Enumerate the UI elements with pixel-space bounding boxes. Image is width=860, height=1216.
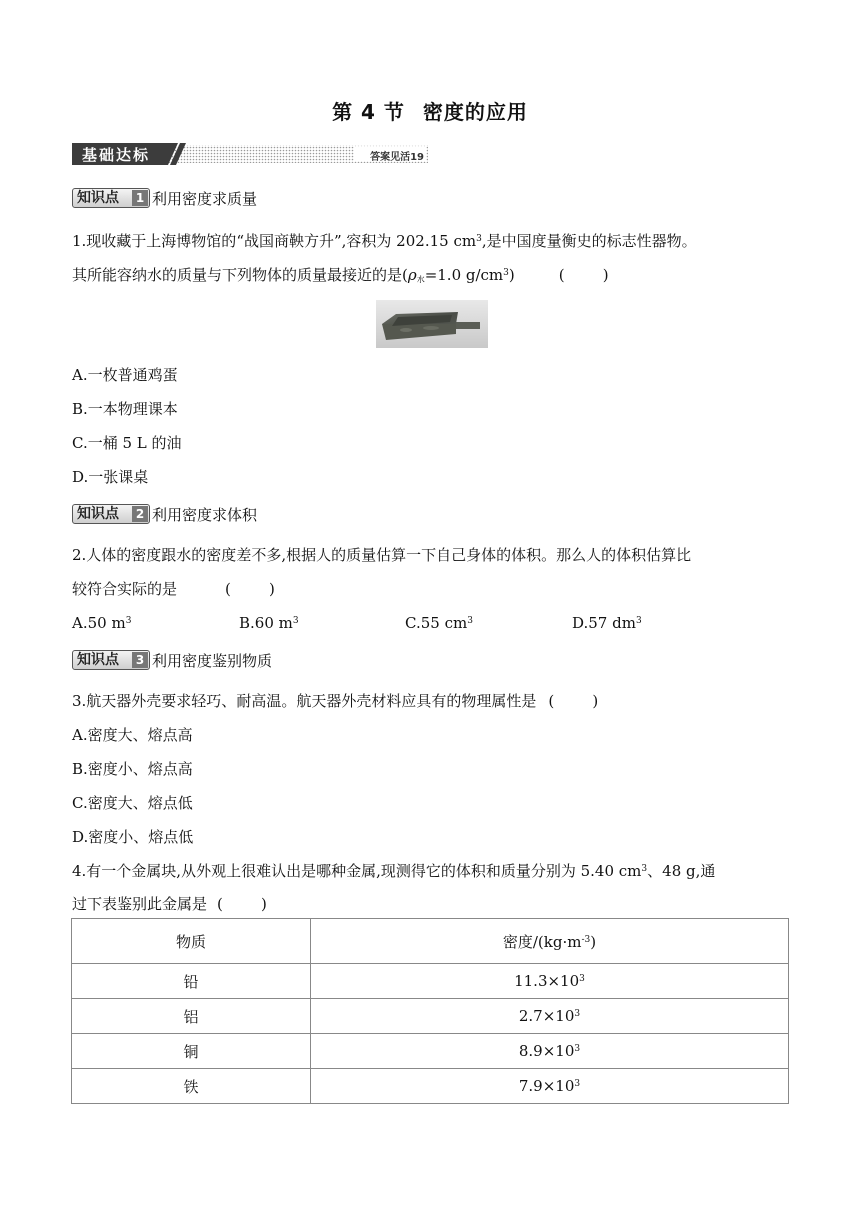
knowledge-point-2 <box>72 503 257 525</box>
answer-bracket: ( ) <box>548 692 599 710</box>
answer-bracket: ( ) <box>558 266 609 284</box>
density-cell: $7.9\times 10^3$ <box>311 1069 789 1104</box>
substance-cell: 铁 <box>72 1069 311 1104</box>
answer-bracket: ( ) <box>225 580 275 598</box>
table-row <box>72 999 789 1034</box>
substance-cell: 铝 <box>72 999 311 1034</box>
q3-option-d: D.密度小、熔点低 <box>72 828 194 846</box>
title-section: 第 4 节 <box>332 100 405 124</box>
knowledge-point-title: 利用密度求质量 <box>152 189 258 208</box>
q4-line1: 4.有一个金属块,从外观上很难认出是哪种金属,现测得它的体积和质量分别为 5.40 $cm^3$、48 g,通 <box>72 862 716 880</box>
q3-line1: 3.航天器外壳要求轻巧、耐高温。航天器外壳材料应具有的物理属性是 ( ) <box>72 692 599 710</box>
density-cell: $11.3\times 10^3$ <box>311 964 789 999</box>
q1-option-a: A.一枚普通鸡蛋 <box>72 366 178 384</box>
answer-reference: 答案见活19 <box>370 152 424 163</box>
q4-line2: 过下表鉴别此金属是 ( ) <box>72 895 267 913</box>
badge-label: 知识点 <box>77 652 119 668</box>
q1-option-c: C.一桶 5 L 的油 <box>72 434 182 452</box>
q3-option-b: B.密度小、熔点高 <box>72 760 193 778</box>
q2-option-a: A.50 $m^3$ <box>72 614 132 632</box>
knowledge-point-3 <box>72 649 272 671</box>
q2-line1: 2.人体的密度跟水的密度差不多,根据人的质量估算一下自己身体的体积。那么人的体积估算比 <box>72 546 692 564</box>
q2-option-b: B.60 $m^3$ <box>239 614 299 632</box>
substance-cell: 铜 <box>72 1034 311 1069</box>
q1-option-d: D.一张课桌 <box>72 468 149 486</box>
badge-number: 3 <box>132 652 148 668</box>
badge-number: 2 <box>132 506 148 522</box>
knowledge-point-1 <box>72 187 257 209</box>
table-row <box>72 1034 789 1069</box>
badge-label: 知识点 <box>77 190 119 206</box>
q3-option-c: C.密度大、熔点低 <box>72 794 193 812</box>
density-table <box>71 918 789 1104</box>
table-row <box>72 964 789 999</box>
badge-label: 知识点 <box>77 506 119 522</box>
table-row <box>72 1069 789 1104</box>
knowledge-point-badge <box>72 504 150 524</box>
q2-option-c: C.55 $cm^3$ <box>405 614 473 632</box>
badge-number: 1 <box>132 190 148 206</box>
knowledge-point-title: 利用密度鉴别物质 <box>152 651 273 670</box>
header-density: 密度$/(kg\cdot m^{-3})$ <box>311 919 789 964</box>
answer-bracket: ( ) <box>217 895 267 913</box>
q1-option-b: B.一本物理课本 <box>72 400 178 418</box>
density-cell: $8.9\times 10^3$ <box>311 1034 789 1069</box>
q1-line1: 1.现收藏于上海博物馆的“战国商鞅方升”,容积为 202.15 $cm^3$,是中国度量衡史的标志性器物。 <box>72 232 697 250</box>
q1-line2: 其所能容纳水的质量与下列物体的质量最接近的是($\rho_水=1.0$ $g/cm^3$) ( ) <box>72 266 609 284</box>
q3-option-a: A.密度大、熔点高 <box>72 726 193 744</box>
knowledge-point-badge <box>72 188 150 208</box>
density-cell: $2.7\times 10^3$ <box>311 999 789 1034</box>
q2-line2: 较符合实际的是 ( ) <box>72 580 275 598</box>
knowledge-point-badge <box>72 650 150 670</box>
table-header-row <box>72 919 789 964</box>
q2-option-d: D.57 $dm^3$ <box>572 614 642 632</box>
section-banner <box>72 143 428 165</box>
knowledge-point-title: 利用密度求体积 <box>152 505 258 524</box>
bronze-vessel-image <box>376 300 488 348</box>
page-title <box>0 96 860 125</box>
header-substance: 物质 <box>72 919 311 964</box>
banner-label: 基础达标 <box>82 146 151 164</box>
substance-cell: 铅 <box>72 964 311 999</box>
title-topic: 密度的应用 <box>422 100 528 124</box>
